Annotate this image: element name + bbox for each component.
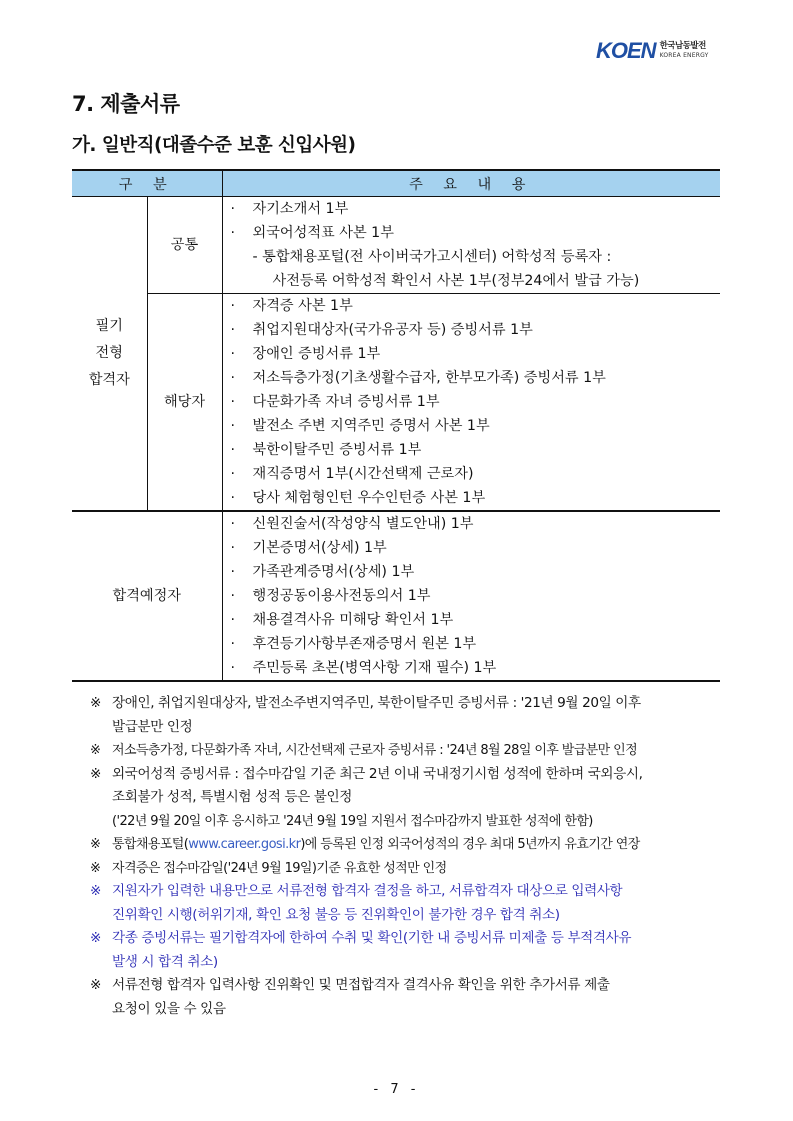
list-item: · 자격증 사본 1부 [230,298,353,314]
note-5: ※ 자격증은 접수마감일('24년 9월 19일)기준 유효한 성적만 인정 [90,860,447,876]
logo-english-name: KOREA ENERGY [659,52,709,59]
list-item: · 외국어성적표 사본 1부 [230,225,394,241]
logo-mark: KOEN [596,38,656,63]
subgroup-common: 공통 [147,197,222,294]
header-content: 주 요 내 용 [222,170,720,197]
documents-table [72,169,720,682]
list-subitem: - 통합채용포털(전 사이버국가고시센터) 어학성적 등록자 : [252,249,612,265]
notes-section [90,692,730,1021]
group-prospective-passers: 합격예정자 [72,511,222,681]
list-item: · 당사 체험형인턴 우수인턴증 사본 1부 [230,490,486,506]
list-item: · 기본증명서(상세) 1부 [230,540,387,556]
note-8: ※ 서류전형 합격자 입력사항 진위확인 및 면접합격자 결격사유 확인을 위한 추가서류 제출 요청이 있을 수 있음 [90,977,610,1017]
subgroup-applicable: 해당자 [147,294,222,512]
note-4: ※ 통합채용포털(www.career.gosi.kr)에 등록된 인정 외국어성적의 경우 최대 5년까지 유효기간 연장 [90,837,640,852]
table-row-prospective [72,511,720,681]
list-item: · 다문화가족 자녀 증빙서류 1부 [230,394,440,410]
list-item: · 저소득층가정(기초생활수급자, 한부모가족) 증빙서류 1부 [230,370,606,386]
logo-text [660,42,709,60]
career-portal-link[interactable]: www.career.gosi.kr [188,837,301,852]
list-item: · 북한이탈주민 증빙서류 1부 [230,442,422,458]
list-item: · 취업지원대상자(국가유공자 등) 증빙서류 1부 [230,322,533,338]
prospective-items [222,511,720,681]
subsection-title: 가. 일반직(대졸수준 보훈 신입사원) [72,135,356,156]
common-items [222,197,720,294]
page-number: - 7 - [373,1082,420,1097]
list-item: · 자기소개서 1부 [230,201,349,217]
table-header-row [72,170,720,197]
section-title: 7. 제출서류 [72,92,180,116]
note-3: ※ 외국어성적 증빙서류 : 접수마감일 기준 최근 2년 이내 국내정기시험 성적에 한하며 국외응시, 조회불가 성적, 특별시험 성적 등은 불인정 ('22년 9월 20일 이후 응시하고 '24년 9월 19일 지원서 접수마감까지 발표한 성적에 한함) [90,765,643,829]
list-subitem: 사전등록 어학성적 확인서 사본 1부(정부24에서 발급 가능) [272,273,640,289]
note-2: ※ 저소득층가정, 다문화가족 자녀, 시간선택제 근로자 증빙서류 : '24년 8월 28일 이후 발급분만 인정 [90,743,638,758]
list-item: · 주민등록 초본(병역사항 기재 필수) 1부 [230,660,497,676]
list-item: · 채용결격사유 미해당 확인서 1부 [230,612,454,628]
group-written-passers: 필기 전형 합격자 [72,197,147,512]
list-item: · 신원진술서(작성양식 별도안내) 1부 [230,516,474,532]
logo-korean-name: 한국남동발전 [659,41,706,51]
list-item: · 장애인 증빙서류 1부 [230,346,381,362]
note-6: ※ 지원자가 입력한 내용만으로 서류전형 합격자 결정을 하고, 서류합격자 대상으로 입력사항 진위확인 시행(허위기재, 확인 요청 불응 등 진위확인이 불가한 경우 합격 취소) [90,883,623,923]
table-row-written-applicable [72,294,720,512]
header-category: 구 분 [72,170,222,197]
list-item: · 행정공동이용사전동의서 1부 [230,588,431,604]
table-row-written-common [72,197,720,294]
list-item: · 후견등기사항부존재증명서 원본 1부 [230,636,477,652]
list-item: · 발전소 주변 지역주민 증명서 사본 1부 [230,418,490,434]
list-item: · 재직증명서 1부(시간선택제 근로자) [230,466,474,482]
note-1: ※ 장애인, 취업지원대상자, 발전소주변지역주민, 북한이탈주민 증빙서류 : '21년 9월 20일 이후 발급분만 인정 [90,695,641,735]
applicable-items [222,294,720,512]
company-logo [596,38,709,64]
list-item: · 가족관계증명서(상세) 1부 [230,564,415,580]
note-7: ※ 각종 증빙서류는 필기합격자에 한하여 수취 및 확인(기한 내 증빙서류 미제출 등 부적격사유 발생 시 합격 취소) [90,930,632,970]
